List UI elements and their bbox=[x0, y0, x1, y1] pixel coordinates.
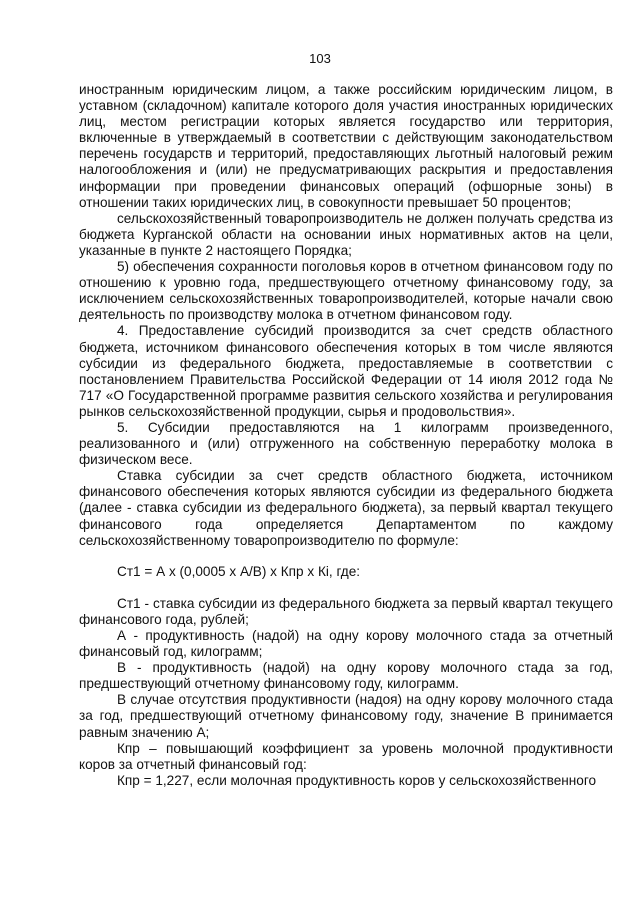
paragraph-item-5-herd: 5) обеспечения сохранности поголовья коров в отчетном финансовом году по отношению к уровню года, предшествующего отчетному финансовому году, за исключением сельскохозяйственных товаропроизводителей, которые начали свою деятельность по производству молока в отчетном финансовом году. bbox=[79, 259, 613, 323]
paragraph-b-missing: В случае отсутствия продуктивности (надоя) на одну корову молочного стада за год, предшествующий отчетному финансовому году, значение В принимается равным значению А; bbox=[79, 692, 613, 740]
paragraph-def-kpr: Кпр – повышающий коэффициент за уровень молочной продуктивности коров за отчетный финансовый год: bbox=[79, 740, 613, 772]
page-number: 103 bbox=[309, 51, 331, 66]
formula: Ст1 = А х (0,0005 х А/В) х Кпр х Кi, где: bbox=[117, 563, 361, 579]
paragraph-section-4: 4. Предоставление субсидий производится за счет средств областного бюджета, источником финансового обеспечения которых в том числе являются субсидии из федерального бюджета, предоставляемые в соответствии с постановлением Правительства Российской Федерации от 14 июля 2012 года № 717 «О Государственной программе развития сельского хозяйства и регулирования рынков сельскохозяйственной продукции, сырья и продовольствия». bbox=[79, 323, 613, 419]
paragraph-rate-definition: Ставка субсидии за счет средств областного бюджета, источником финансового обеспечения которых являются субсидии из федерального бюджета (далее - ставка субсидии из федерального бюджета), за первый квартал текущего финансового года определяется Департаментом по каждому сельскохозяйственному товаропроизводителю по формуле: bbox=[79, 468, 613, 548]
paragraph-section-5: 5. Субсидии предоставляются на 1 килограмм произведенного, реализованного и (или) отгруженного на собственную переработку молока в физическом весе. bbox=[79, 419, 613, 468]
document-body bbox=[79, 82, 613, 789]
paragraph-offshore-continuation: иностранным юридическим лицом, а также российским юридическим лицом, в уставном (складочном) капитале которого доля участия иностранных юридических лиц, местом регистрации которых является государство или территория, включенные в утверждаемый в соответствии с действующим законодательством перечень государств и территорий, предоставляющих льготный налоговый режим налогообложения и (или) не предусматривающих раскрытия и предоставления информации при проведении финансовых операций (офшорные зоны) в отношении таких юридических лиц, в совокупности превышает 50 процентов; bbox=[79, 82, 613, 210]
paragraph-no-other-funding: сельскохозяйственный товаропроизводитель не должен получать средства из бюджета Курганской области на основании иных нормативных актов на цели, указанные в пункте 2 настоящего Порядка; bbox=[79, 210, 613, 258]
paragraph-def-st1: Ст1 - ставка субсидии из федерального бюджета за первый квартал текущего финансового года, рублей; bbox=[79, 595, 613, 627]
paragraph-def-a: А - продуктивность (надой) на одну корову молочного стада за отчетный финансовый год, килограмм; bbox=[79, 628, 613, 660]
paragraph-kpr-value: Кпр = 1,227, если молочная продуктивность коров у сельскохозяйственного bbox=[117, 772, 597, 788]
paragraph-def-b: В - продуктивность (надой) на одну корову молочного стада за год, предшествующий отчетному финансовому году, килограмм. bbox=[79, 660, 613, 692]
